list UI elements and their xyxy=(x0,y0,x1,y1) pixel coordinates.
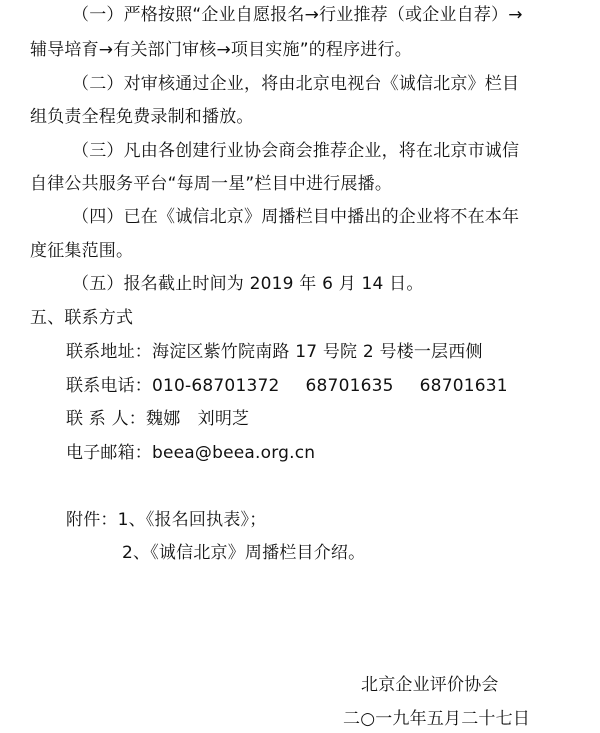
contact-phone-row xyxy=(66,375,508,397)
contact-phone-1: 010-68701372 xyxy=(152,376,280,396)
contact-phone-label: 联系电话： xyxy=(66,376,152,396)
contact-email-label: 电子邮箱： xyxy=(66,443,152,463)
attachment-row-1 xyxy=(66,509,266,531)
attachment-item-2: 2、《诚信北京》周播栏目介绍。 xyxy=(122,543,366,563)
attachment-label: 附件： xyxy=(66,510,118,530)
contact-phone-2: 68701635 xyxy=(305,376,394,396)
attachment-item-1: 1、《报名回执表》； xyxy=(117,510,267,530)
contact-email-value: beea@beea.org.cn xyxy=(152,443,316,463)
contact-person-row xyxy=(66,408,249,430)
paragraph-2-line-2: 组负责全程免费录制和播放。 xyxy=(30,107,254,127)
contact-address-row xyxy=(66,341,483,363)
paragraph-3-line-1: （三）凡由各创建行业协会商会推荐企业，将在北京市诚信 xyxy=(72,141,520,161)
contact-person-label: 联 系 人： xyxy=(66,409,147,429)
signature-organization: 北京企业评价协会 xyxy=(361,675,499,695)
paragraph-4-line-2: 度征集范围。 xyxy=(30,241,134,261)
signature-date: 二○一九年五月二十七日 xyxy=(343,709,531,729)
contact-person-value: 魏娜 刘明芝 xyxy=(146,409,250,429)
paragraph-1-line-1: （一）严格按照“企业自愿报名→行业推荐（或企业自荐）→ xyxy=(72,5,523,25)
contact-heading: 五、联系方式 xyxy=(30,308,134,328)
paragraph-4-line-1: （四）已在《诚信北京》周播栏目中播出的企业将不在本年 xyxy=(72,207,520,227)
paragraph-1-line-2: 辅导培育→有关部门审核→项目实施”的程序进行。 xyxy=(30,40,412,60)
paragraph-2-line-1: （二）对审核通过企业，将由北京电视台《诚信北京》栏目 xyxy=(72,74,520,94)
paragraph-5-line-1: （五）报名截止时间为 2019 年 6 月 14 日。 xyxy=(72,274,424,294)
contact-email-row xyxy=(66,442,315,464)
contact-address-label: 联系地址： xyxy=(66,342,152,362)
contact-address-value: 海淀区紫竹院南路 17 号院 2 号楼一层西侧 xyxy=(152,342,483,362)
contact-phone-3: 68701631 xyxy=(419,376,508,396)
paragraph-3-line-2: 自律公共服务平台“每周一星”栏目中进行展播。 xyxy=(30,174,393,194)
